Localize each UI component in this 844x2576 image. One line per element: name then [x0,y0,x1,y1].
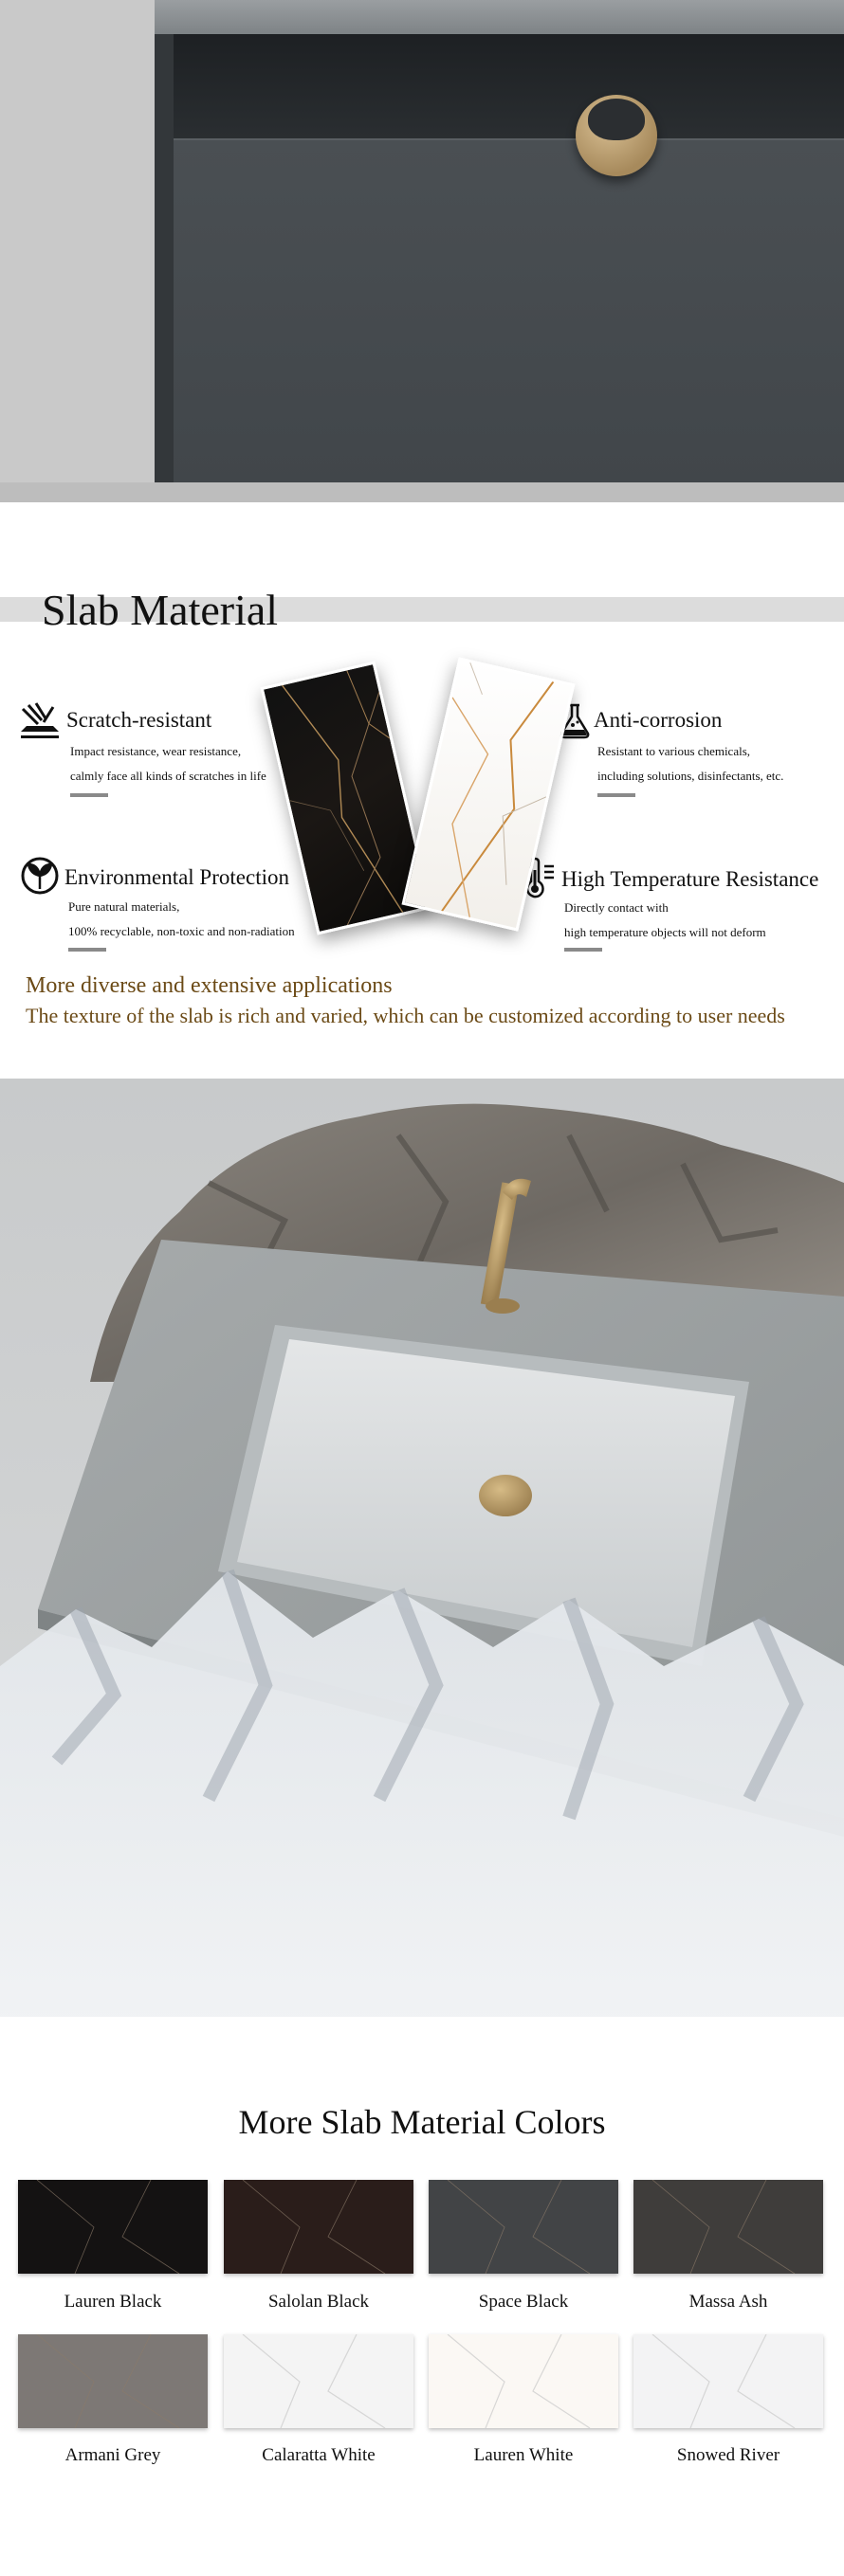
leaf-icon [19,855,61,897]
feature-desc-anticorrosion-line1: Resistant to various chemicals, [597,744,751,758]
feature-desc-high-temperature-line2: high temperature objects will not deform [564,925,766,939]
feature-underline [68,948,106,952]
cabinet-countertop [155,0,844,34]
feature-desc-environmental-line1: Pure natural materials, [68,899,180,914]
swatch-label: Snowed River [676,2445,780,2465]
feature-desc-high-temperature-line1: Directly contact with [564,900,669,915]
cabinet-image [0,0,844,502]
feature-underline [564,948,602,952]
swatch-calaratta-white [224,2334,413,2428]
swatch-label: Space Black [478,2292,569,2312]
swatch-label: Salolan Black [267,2292,370,2312]
feature-title-high-temperature: High Temperature Resistance [561,867,819,891]
feature-underline [597,793,635,797]
slab-material-title: Slab Material [42,586,279,634]
drain [479,1475,532,1516]
swatch-lauren-white [429,2334,618,2428]
swatch-massa-ash [633,2180,823,2274]
drawer-front [174,138,844,484]
swatch-lauren-black [18,2180,208,2274]
feature-title-scratch: Scratch-resistant [66,708,212,732]
feature-desc-scratch-line2: calmly face all kinds of scratches in life [70,769,266,783]
basin-illustration [0,1079,844,2017]
colors-section-title: More Slab Material Colors [238,2103,606,2141]
ring-handle-hole [588,99,645,140]
feature-desc-environmental-line2: 100% recyclable, non-toxic and non-radiation [68,924,295,938]
swatch-label: Lauren White [473,2445,574,2465]
swatch-space-black [429,2180,618,2274]
applications-description: The texture of the slab is rich and varied, which can be customized according to user needs [26,1004,785,1027]
scratch-icon [19,699,61,741]
cabinet-floor [0,482,844,502]
drawer-gap [174,34,844,138]
swatch-label: Lauren Black [64,2292,162,2312]
swatch-label: Calaratta White [262,2445,376,2465]
swatch-snowed-river [633,2334,823,2428]
swatch-label: Armani Grey [64,2445,161,2465]
feature-desc-anticorrosion-line2: including solutions, disinfectants, etc. [597,769,784,783]
cabinet-side [155,34,174,482]
feature-title-environmental: Environmental Protection [64,865,289,889]
swatch-salolan-black [224,2180,413,2274]
applications-title: More diverse and extensive applications [26,973,393,998]
feature-desc-scratch-line1: Impact resistance, wear resistance, [70,744,242,758]
feature-underline [70,793,108,797]
swatch-label: Massa Ash [688,2292,768,2312]
feature-title-anticorrosion: Anti-corrosion [594,708,723,732]
swatch-armani-grey [18,2334,208,2428]
